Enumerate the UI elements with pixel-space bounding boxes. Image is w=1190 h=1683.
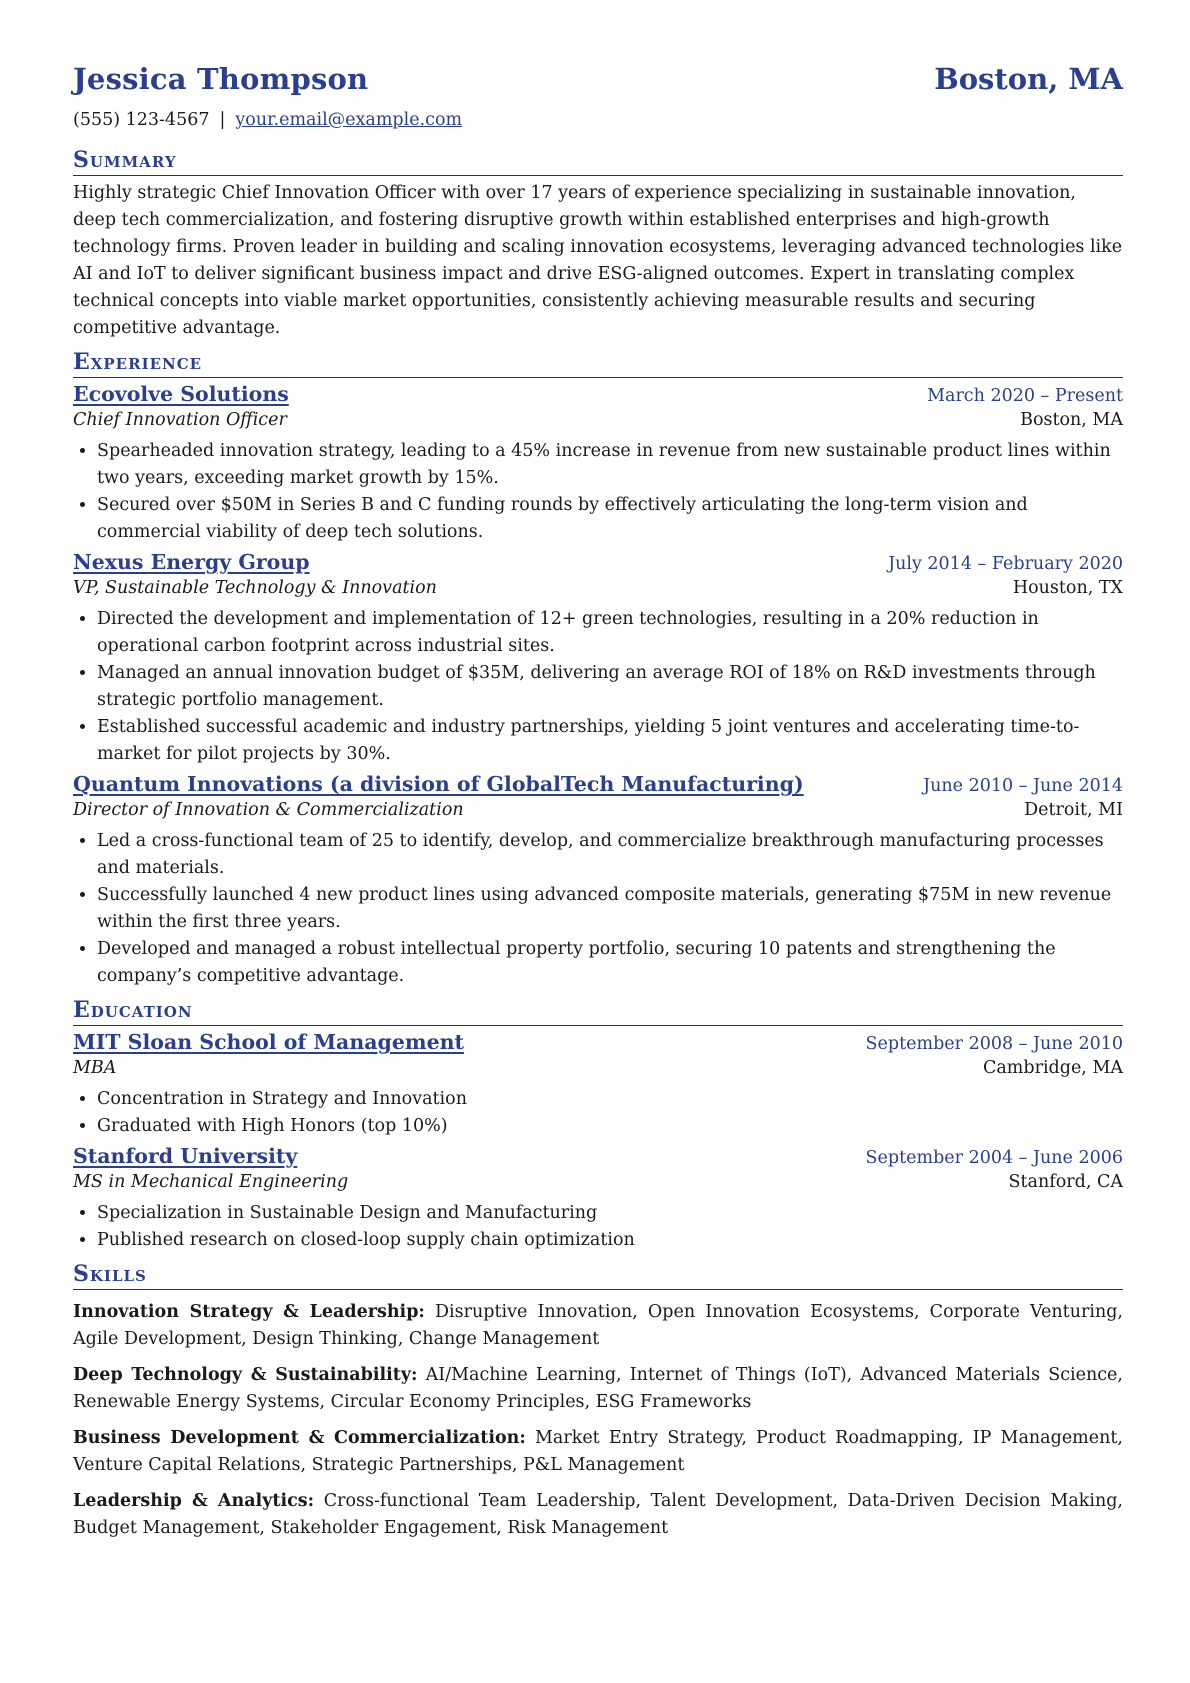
bullet-item: • Directed the development and implementation of 12+ green technologies, resulting in a 20% reduction in operational carbon footprint across industrial sites. bbox=[97, 606, 1123, 660]
skill-items: AI/Machine Learning, Internet of Things (IoT), Advanced Materials Science, Renewable Energy Systems, Circular Economy Principles, ESG Frameworks bbox=[73, 1365, 1123, 1412]
employer-link[interactable]: Ecovolve Solutions bbox=[73, 382, 289, 406]
school-link[interactable]: Stanford University bbox=[73, 1144, 298, 1168]
degree: MS in Mechanical Engineering bbox=[73, 1172, 349, 1192]
bullet-item: • Managed an annual innovation budget of $35M, delivering an average ROI of 18% on R&D investments through strategic portfolio management. bbox=[97, 660, 1123, 714]
candidate-name: Jessica Thompson bbox=[73, 62, 369, 96]
skill-category: Innovation Strategy & Leadership: bbox=[73, 1302, 425, 1322]
experience-entry bbox=[73, 550, 1123, 768]
skill-row bbox=[73, 1362, 1123, 1416]
section-title-education: Education bbox=[73, 996, 1123, 1026]
entry-location: Detroit, MI bbox=[1024, 800, 1123, 820]
education-entry bbox=[73, 1030, 1123, 1140]
bullet-item: • Successfully launched 4 new product lines using advanced composite materials, generating $75M in new revenue within the first three years. bbox=[97, 882, 1123, 936]
experience-entry bbox=[73, 772, 1123, 990]
skill-row bbox=[73, 1488, 1123, 1542]
bullet-item: • Secured over $50M in Series B and C funding rounds by effectively articulating the long-term vision and commercial viability of deep tech solutions. bbox=[97, 492, 1123, 546]
job-title: VP, Sustainable Technology & Innovation bbox=[73, 578, 437, 598]
resume-page bbox=[73, 62, 1123, 1542]
bullet-list bbox=[73, 438, 1123, 546]
entry-location: Cambridge, MA bbox=[982, 1058, 1123, 1078]
contact-separator: | bbox=[219, 110, 226, 130]
skill-category: Leadership & Analytics: bbox=[73, 1491, 315, 1511]
email-link[interactable]: your.email@example.com bbox=[235, 110, 463, 130]
skill-items: Disruptive Innovation, Open Innovation Ecosystems, Corporate Venturing, Agile Development, Design Thinking, Change Management bbox=[73, 1302, 1123, 1349]
employer-link[interactable]: Quantum Innovations (a division of GlobalTech Manufacturing) bbox=[73, 772, 804, 796]
bullet-item: • Published research on closed-loop supply chain optimization bbox=[97, 1227, 1123, 1254]
experience-entry bbox=[73, 382, 1123, 546]
phone-number: (555) 123-4567 bbox=[73, 110, 210, 130]
section-title-skills: Skills bbox=[73, 1260, 1123, 1290]
job-title: Director of Innovation & Commercialization bbox=[73, 800, 464, 820]
bullet-item: • Spearheaded innovation strategy, leading to a 45% increase in revenue from new sustainable product lines within two years, exceeding market growth by 15%. bbox=[97, 438, 1123, 492]
bullet-item: • Developed and managed a robust intellectual property portfolio, securing 10 patents and strengthening the company’s competitive advantage. bbox=[97, 936, 1123, 990]
skill-category: Deep Technology & Sustainability: bbox=[73, 1365, 418, 1385]
resume-header bbox=[73, 62, 1123, 106]
skill-items: Market Entry Strategy, Product Roadmapping, IP Management, Venture Capital Relations, Strategic Partnerships, P&L Management bbox=[73, 1428, 1123, 1475]
entry-dates: March 2020 – Present bbox=[927, 386, 1123, 406]
contact-line bbox=[73, 110, 1123, 140]
school-link[interactable]: MIT Sloan School of Management bbox=[73, 1030, 465, 1054]
entry-dates: September 2008 – June 2010 bbox=[865, 1034, 1123, 1054]
summary-text: Highly strategic Chief Innovation Officer with over 17 years of experience specializing in sustainable innovation, deep tech commercialization, and fostering disruptive growth within established enterprises and high-growth technology firms. Proven leader in building and scaling innovation ecosystems, leveraging advanced technologies like AI and IoT to deliver significant business impact and drive ESG-aligned outcomes. Expert in translating complex technical concepts into viable market opportunities, consistently achieving measurable results and securing competitive advantage. bbox=[73, 183, 1123, 338]
entry-dates: July 2014 – February 2020 bbox=[888, 554, 1123, 574]
entry-dates: June 2010 – June 2014 bbox=[923, 776, 1123, 796]
bullet-item: • Led a cross-functional team of 25 to identify, develop, and commercialize breakthrough manufacturing processes and materials. bbox=[97, 828, 1123, 882]
job-title: Chief Innovation Officer bbox=[73, 410, 287, 430]
degree: MBA bbox=[73, 1058, 117, 1078]
bullet-item: • Specialization in Sustainable Design and Manufacturing bbox=[97, 1200, 1123, 1227]
entry-dates: September 2004 – June 2006 bbox=[865, 1148, 1123, 1168]
bullet-item: • Concentration in Strategy and Innovation bbox=[97, 1086, 1123, 1113]
bullet-list bbox=[73, 1086, 1123, 1140]
skill-category: Business Development & Commercialization: bbox=[73, 1428, 526, 1448]
education-entry bbox=[73, 1144, 1123, 1254]
bullet-list bbox=[73, 606, 1123, 768]
section-title-summary: Summary bbox=[73, 146, 1123, 176]
employer-link[interactable]: Nexus Energy Group bbox=[73, 550, 310, 574]
section-title-experience: Experience bbox=[73, 348, 1123, 378]
bullet-list bbox=[73, 1200, 1123, 1254]
bullet-list bbox=[73, 828, 1123, 990]
bullet-item: • Established successful academic and industry partnerships, yielding 5 joint ventures and accelerating time-to-market for pilot projects by 30%. bbox=[97, 714, 1123, 768]
skill-row bbox=[73, 1425, 1123, 1479]
skill-items: Cross-functional Team Leadership, Talent Development, Data-Driven Decision Making, Budget Management, Stakeholder Engagement, Risk Management bbox=[73, 1491, 1123, 1538]
entry-location: Stanford, CA bbox=[1008, 1172, 1123, 1192]
entry-location: Boston, MA bbox=[1020, 410, 1123, 430]
entry-location: Houston, TX bbox=[1012, 578, 1123, 598]
bullet-item: • Graduated with High Honors (top 10%) bbox=[97, 1113, 1123, 1140]
skill-row bbox=[73, 1299, 1123, 1353]
candidate-location: Boston, MA bbox=[934, 62, 1123, 96]
